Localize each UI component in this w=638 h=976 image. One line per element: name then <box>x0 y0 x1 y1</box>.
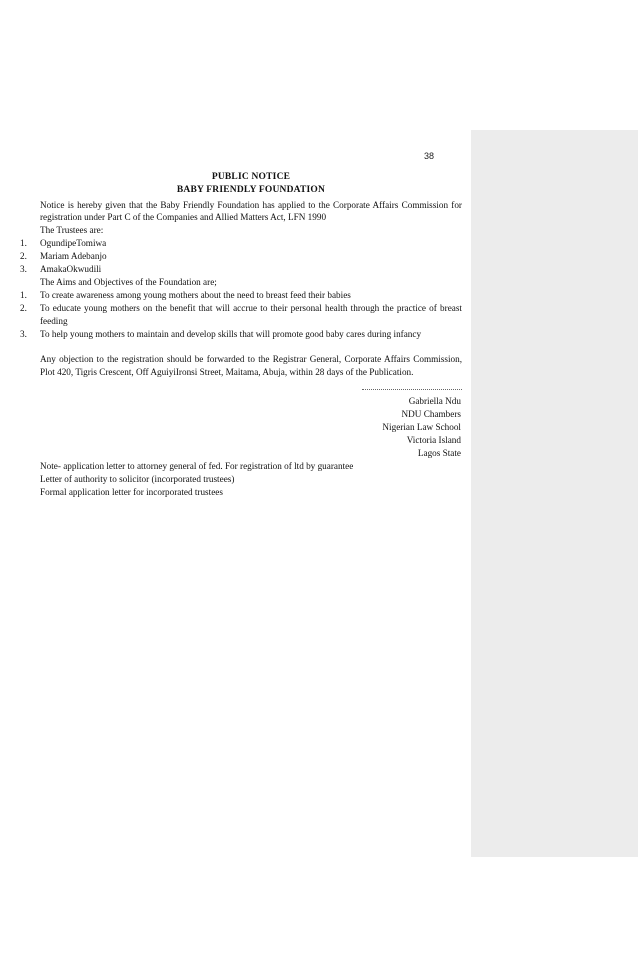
note-line-1: Note- application letter to attorney general of fed. For registration of ltd by guarantee <box>40 461 354 471</box>
signatory-chambers: NDU Chambers <box>401 409 461 419</box>
objection-line-1: Any objection to the registration should be forwarded to the Registrar General, Corporate Affairs Commission, <box>40 354 462 364</box>
trustee-number: 1. <box>20 238 27 248</box>
notice-title: PUBLIC NOTICE <box>211 172 291 182</box>
objection-line-2: Plot 420, Tigris Crescent, Off AguiyiIronsi Street, Maitama, Abuja, within 28 days of the Publication. <box>40 367 414 377</box>
signature-line <box>362 389 462 390</box>
intro-line-2: registration under Part C of the Companies and Allied Matters Act, LFN 1990 <box>40 212 327 222</box>
aim-text-continued: feeding <box>40 316 68 326</box>
trustees-heading: The Trustees are: <box>40 225 104 235</box>
comment-margin-pane <box>471 130 638 857</box>
trustee-name: OgundipeTomiwa <box>40 238 107 248</box>
aim-text: To educate young mothers on the benefit that will accrue to their personal health through the practice of breast <box>40 303 462 313</box>
intro-line-1: Notice is hereby given that the Baby Friendly Foundation has applied to the Corporate Affairs Commission for <box>40 200 462 210</box>
signatory-school: Nigerian Law School <box>382 422 461 432</box>
aim-number: 3. <box>20 329 27 339</box>
foundation-name: BABY FRIENDLY FOUNDATION <box>176 185 326 195</box>
signatory-name: Gabriella Ndu <box>408 396 461 406</box>
signatory-state: Lagos State <box>417 448 461 458</box>
trustee-number: 2. <box>20 251 27 261</box>
aims-heading: The Aims and Objectives of the Foundation are; <box>40 277 217 287</box>
aim-number: 1. <box>20 290 27 300</box>
trustee-name: AmakaOkwudili <box>40 264 102 274</box>
aim-number: 2. <box>20 303 27 313</box>
trustee-number: 3. <box>20 264 27 274</box>
aim-text: To help young mothers to maintain and develop skills that will promote good baby cares during infancy <box>40 329 422 339</box>
note-line-2: Letter of authority to solicitor (incorporated trustees) <box>40 474 235 484</box>
aim-text: To create awareness among young mothers about the need to breast feed their babies <box>40 290 351 300</box>
note-line-3: Formal application letter for incorporated trustees <box>40 487 223 497</box>
trustee-name: Mariam Adebanjo <box>40 251 107 261</box>
page-number: 38 <box>424 151 435 161</box>
signatory-location: Victoria Island <box>406 435 461 445</box>
